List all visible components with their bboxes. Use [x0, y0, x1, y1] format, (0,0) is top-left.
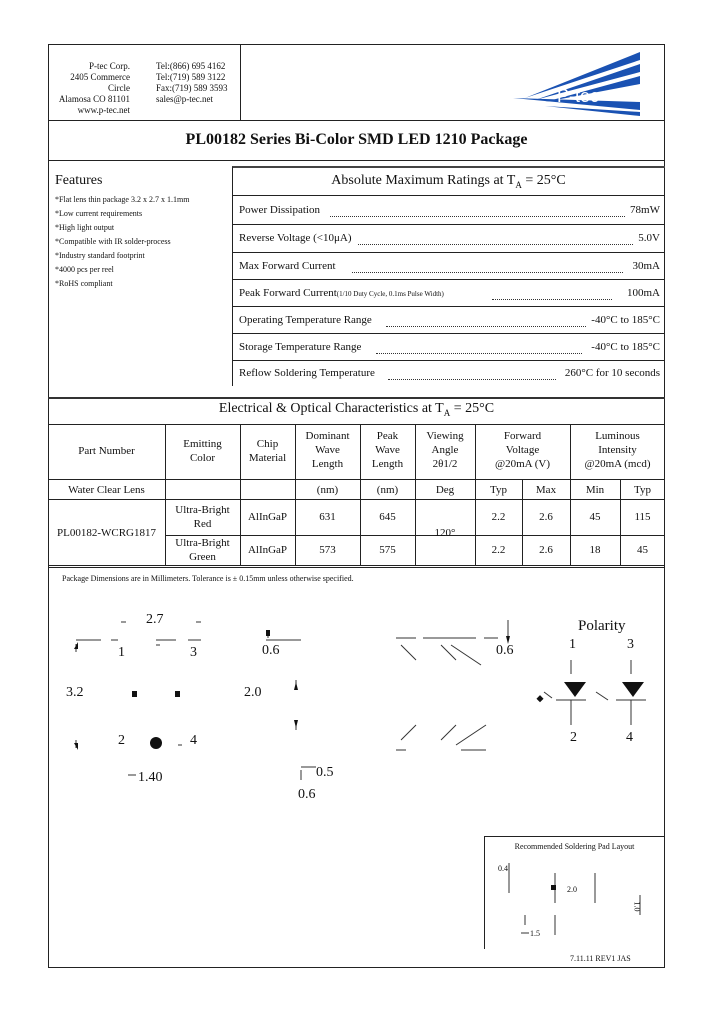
row-vmax: 2.6 [539, 511, 553, 523]
rating-leader-dots [376, 353, 582, 354]
company-contact [156, 61, 228, 105]
polarity-pin-1: 1 [569, 637, 576, 652]
subheader-vmax: Max [535, 484, 557, 496]
section-divider [48, 397, 665, 399]
header-line: Wave [375, 444, 400, 456]
electrical-row-line [48, 567, 665, 568]
dim-pitch: 1.40 [138, 770, 163, 785]
feature-item: *Compatible with IR solder-process [55, 237, 171, 246]
subheader-imin: Min [585, 484, 605, 496]
electrical-row-line [48, 565, 665, 566]
header-line: Emitting [183, 438, 222, 450]
col-header-luminous [570, 429, 665, 471]
row-dominant: 631 [319, 511, 336, 523]
electrical-row-line [48, 424, 665, 425]
company-address-line2: Alamosa CO 81101 [58, 94, 130, 104]
header-line: Color [189, 452, 216, 464]
pin-label-2: 2 [118, 733, 125, 748]
pin-label-4: 4 [190, 733, 197, 748]
polarity-pin-4: 4 [626, 730, 633, 745]
rating-value: 30mA [632, 260, 660, 272]
header-line: Forward [503, 430, 542, 442]
header-line: Viewing [426, 430, 464, 442]
rating-value: 5.0V [638, 232, 660, 244]
rating-leader-dots [352, 272, 623, 273]
dim-pad-spacing: 2.0 [244, 685, 262, 700]
rating-value: 100mA [627, 287, 660, 299]
row-chip: AlInGaP [247, 544, 288, 556]
col-header-viewing [415, 429, 475, 471]
color-line: Ultra-Bright [175, 537, 230, 549]
col-header-dominant [295, 429, 360, 471]
company-tel2: Tel:(719) 589 3122 [156, 72, 226, 82]
electrical-heading-temp: = 25°C [450, 401, 495, 416]
company-address-line1: 2405 Commerce Circle [70, 72, 130, 93]
feature-item: *Low current requirements [55, 209, 143, 218]
electrical-row-line [48, 499, 665, 500]
ratings-row-line [232, 279, 665, 280]
rating-label: Operating Temperature Range [239, 314, 372, 326]
ptec-logo [505, 50, 645, 118]
feature-item: *Industry standard footprint [55, 251, 145, 260]
row-imin: 18 [589, 544, 601, 556]
row-peak: 575 [379, 544, 396, 556]
rating-leader-dots [386, 326, 586, 327]
header-line: Wave [315, 444, 340, 456]
ratings-row-line [232, 306, 665, 307]
pad-dim-15: 1.5 [530, 929, 540, 938]
col-header-forward [475, 429, 570, 471]
row-dominant: 573 [319, 544, 336, 556]
ratings-heading-sub: A [515, 179, 522, 190]
features-list [55, 193, 225, 291]
dim-width: 2.7 [146, 612, 164, 627]
color-line: Ultra-Bright [175, 504, 230, 516]
row-vtyp: 2.2 [491, 544, 506, 556]
ratings-row-line [232, 224, 665, 225]
header-bottom-line [48, 120, 665, 121]
company-fax: Fax:(719) 589 3593 [156, 83, 228, 93]
ratings-heading-text: Absolute Maximum Ratings at T [331, 173, 516, 188]
ratings-row-line [232, 360, 665, 361]
header-line: Voltage [505, 444, 540, 456]
ratings-row-line [232, 252, 665, 253]
col-header-part: Part Number [78, 445, 135, 457]
header-line: Length [371, 458, 404, 470]
polarity-heading: Polarity [578, 618, 626, 634]
dim-pad-width: 0.5 [316, 765, 334, 780]
company-address [58, 61, 130, 116]
polarity-pin-2: 2 [570, 730, 577, 745]
rating-value: -40°C to 185°C [591, 314, 660, 326]
row-emitting-color [165, 536, 240, 564]
rating-value: 260°C for 10 seconds [564, 367, 660, 379]
subheader-vtyp: Typ [490, 484, 507, 496]
dim-pad-b: 0.6 [298, 787, 316, 802]
header-line: Intensity [598, 444, 637, 456]
row-chip: AlInGaP [247, 511, 288, 523]
header-line: 2θ1/2 [432, 458, 458, 470]
col-header-emitting [165, 437, 240, 465]
header-line: @20mA (mcd) [584, 458, 651, 470]
color-line: Green [189, 551, 216, 563]
row-emitting-color [165, 503, 240, 531]
rating-label: Peak Forward Current(1/10 Duty Cycle, 0.1ms Pulse Width) [239, 287, 444, 299]
rating-leader-dots [358, 244, 633, 245]
rating-leader-dots [492, 299, 612, 300]
color-line: Red [193, 518, 212, 530]
row-peak: 645 [379, 511, 396, 523]
rating-value: 78mW [630, 204, 660, 216]
company-name: P-tec Corp. [89, 61, 130, 71]
row-vmax: 2.6 [539, 544, 553, 556]
subheader-ityp: Typ [634, 484, 651, 496]
logo-text: P-tec [557, 86, 600, 106]
rating-label: Power Dissipation [239, 204, 320, 216]
header-line: Dominant [305, 430, 350, 442]
feature-item: *RoHS compliant [55, 279, 113, 288]
dimension-note: Package Dimensions are in Millimeters. Tolerance is ± 0.15mm unless otherwise specified. [62, 574, 354, 583]
rating-label: Storage Temperature Range [239, 341, 362, 353]
subheader-lens: Water Clear Lens [68, 484, 145, 496]
feature-item: *4000 pcs per reel [55, 265, 114, 274]
features-heading: Features [55, 173, 103, 188]
header-line: Angle [431, 444, 459, 456]
feature-item: *Flat lens thin package 3.2 x 2.7 x 1.1mm [55, 195, 190, 204]
row-ityp: 115 [634, 511, 651, 523]
header-line: Material [248, 452, 287, 464]
header-line: Peak [376, 430, 399, 442]
row-ityp: 45 [637, 544, 648, 556]
pin-label-1: 1 [118, 645, 125, 660]
subheader-dom-unit: (nm) [316, 484, 339, 496]
electrical-heading-sub: A [443, 407, 451, 418]
ratings-row-line [232, 333, 665, 334]
subheader-peak-unit: (nm) [376, 484, 399, 496]
pad-dim-10: 1.0 [632, 901, 642, 912]
part-number: PL00182-WCRG1817 [57, 527, 156, 539]
header-line: Chip [256, 438, 279, 450]
pad-dim-20: 2.0 [567, 885, 577, 894]
pad-layout-title: Recommended Soldering Pad Layout [514, 842, 635, 851]
ratings-heading-temp: = 25°C [521, 173, 566, 188]
row-imin: 45 [589, 511, 601, 523]
pad-dim-04: 0.4 [498, 864, 508, 873]
polarity-pin-3: 3 [627, 637, 634, 652]
rating-label: Reverse Voltage (<10μA) [239, 232, 352, 244]
pin-label-3: 3 [190, 645, 197, 660]
ratings-heading [232, 173, 665, 190]
dim-height: 3.2 [66, 685, 84, 700]
row-vtyp: 2.2 [491, 511, 506, 523]
title-bottom-line [48, 160, 665, 161]
subheader-view-unit: Deg [435, 484, 455, 496]
company-tel1: Tel:(866) 695 4162 [156, 61, 226, 71]
rating-label: Reflow Soldering Temperature [239, 367, 375, 379]
company-web: www.p-tec.net [77, 105, 130, 115]
dim-thickness: 0.6 [496, 643, 514, 658]
rating-value: -40°C to 185°C [591, 341, 660, 353]
revision-note: 7.11.11 REV1 JAS [570, 954, 631, 963]
col-header-chip [240, 437, 295, 465]
rating-leader-dots [388, 379, 556, 380]
rating-leader-dots [330, 216, 625, 217]
col-header-peak [360, 429, 415, 471]
viewing-angle: 120° [434, 527, 456, 539]
header-line: Length [311, 458, 344, 470]
ratings-row-line [232, 195, 665, 196]
feature-item: *High light output [55, 223, 115, 232]
rating-label: Max Forward Current [239, 260, 336, 272]
header-line: Luminous [595, 430, 640, 442]
pad-layout-drawing [495, 855, 655, 940]
header-line: @20mA (V) [494, 458, 551, 470]
dim-pad-a: 0.6 [262, 643, 280, 658]
company-email: sales@p-tec.net [156, 94, 214, 104]
electrical-row-line [48, 479, 665, 480]
electrical-heading [48, 401, 665, 418]
electrical-heading-text: Electrical & Optical Characteristics at T [218, 401, 444, 416]
header-divider [240, 44, 241, 120]
page-title: PL00182 Series Bi-Color SMD LED 1210 Package [185, 131, 528, 148]
